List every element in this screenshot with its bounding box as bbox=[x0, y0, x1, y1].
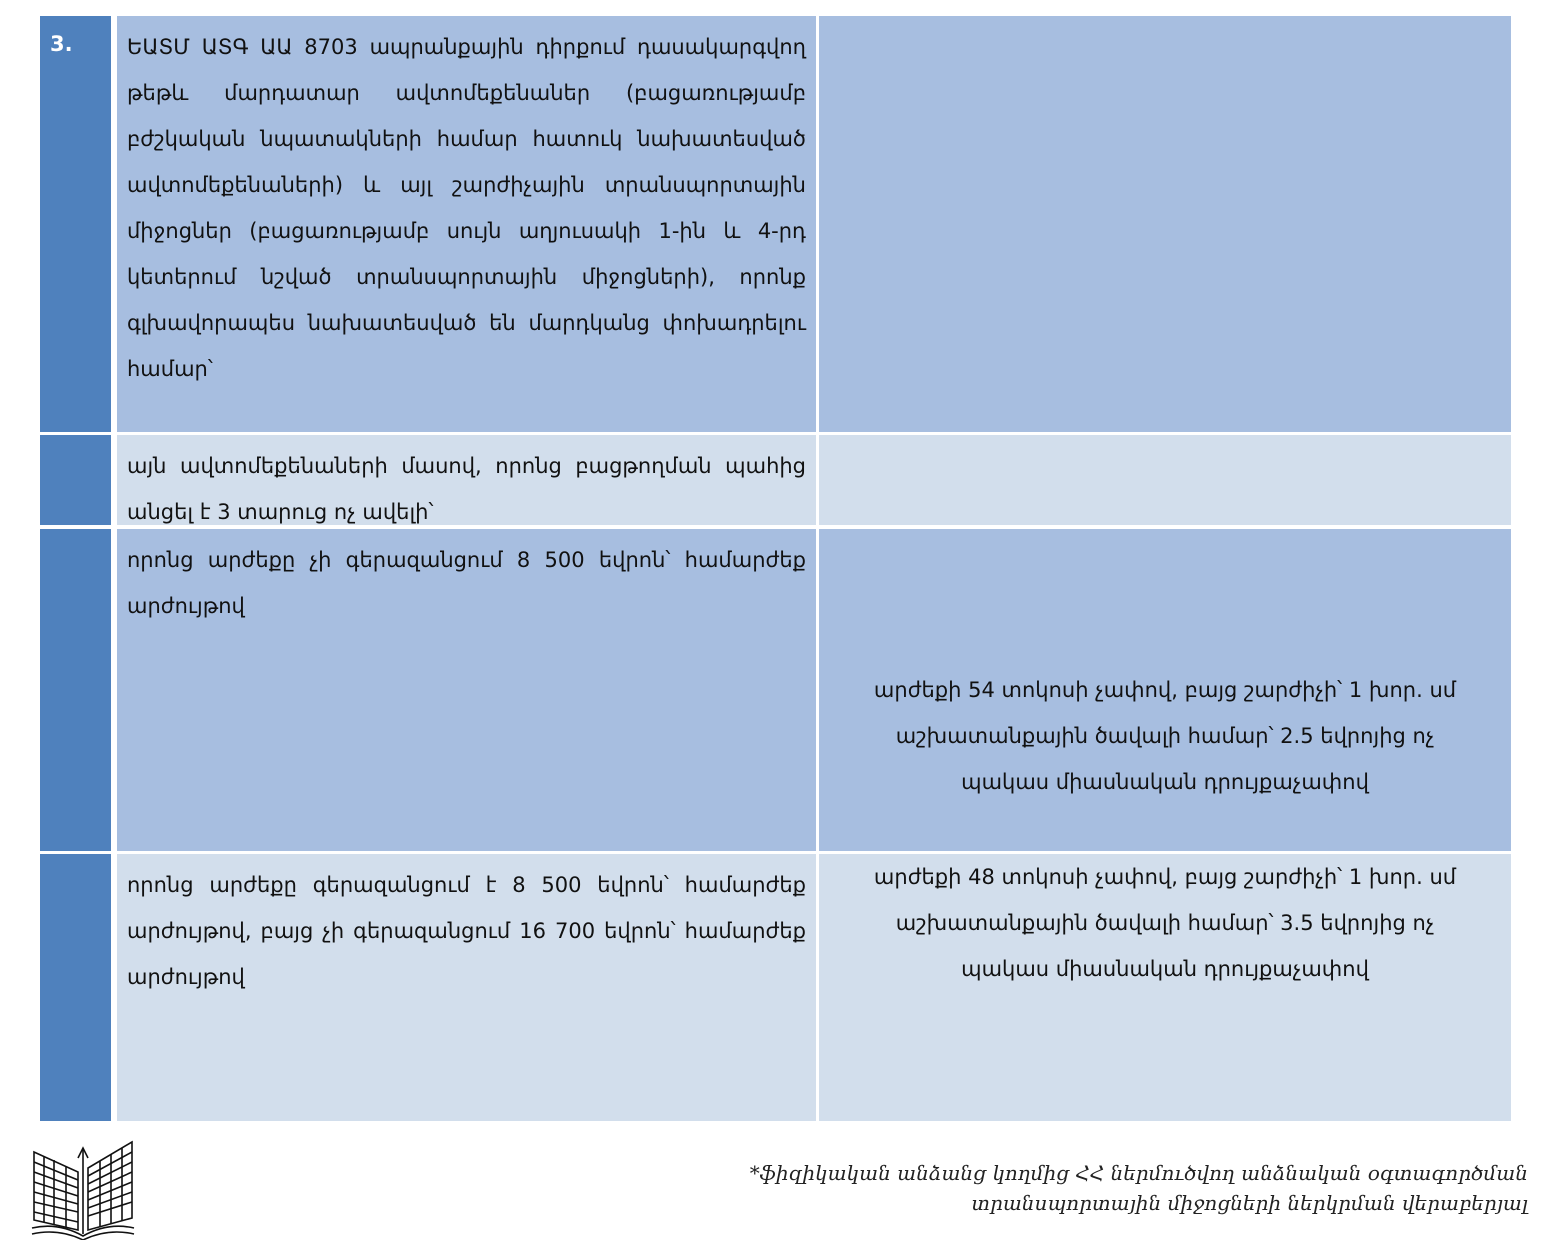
footnote bbox=[628, 1158, 1528, 1218]
row-description: որոնց արժեքը գերազանցում է 8 500 եվրոն՝ համարժեք արժույթով, բայց չի գերազանցում 16 700 եվրոն՝ համարժեք արժույթով bbox=[117, 854, 816, 1121]
row-number bbox=[40, 435, 111, 525]
table-row bbox=[40, 16, 1511, 432]
table-row bbox=[40, 435, 1511, 525]
row-description: ԵԱՏՄ ԱՏԳ ԱԱ 8703 ապրանքային դիրքում դասակարգվող թեթև մարդատար ավտոմեքենաներ (բացառությամբ բժշկական նպատակների համար հատուկ նախատեսված ավտոմեքենաների) և այլ շարժիչային տրանսպորտային միջոցներ (բացառությամբ սույն աղյուսակի 1-ին և 4-րդ կետերում նշված տրանսպորտային միջոցների), որոնք գլխավորապես նախատեսված են մարդկանց փոխադրելու համար՝ bbox=[117, 16, 816, 432]
row-rate: արժեքի 54 տոկոսի չափով, բայց շարժիչի՝ 1 խոր. սմ աշխատանքային ծավալի համար՝ 2.5 եվրոյից ոչ պակաս միասնական դրույքաչափով bbox=[819, 529, 1511, 851]
row-number bbox=[40, 854, 111, 1121]
table-row bbox=[40, 854, 1511, 1121]
footnote-line: *ֆիզիկական անձանց կողմից ՀՀ ներմուծվող անձնական օգտագործման bbox=[749, 1161, 1528, 1185]
footnote-line: տրանսպորտային միջոցների ներկրման վերաբերյալ bbox=[971, 1191, 1528, 1215]
row-description: այն ավտոմեքենաների մասով, որոնց բացթողման պահից անցել է 3 տարուց ոչ ավելի՝ bbox=[117, 435, 816, 525]
row-number: 3. bbox=[40, 16, 111, 432]
row-rate: արժեքի 48 տոկոսի չափով, բայց շարժիչի՝ 1 խոր. սմ աշխատանքային ծավալի համար՝ 3.5 եվրոյից ոչ պակաս միասնական դրույքաչափով bbox=[819, 854, 1511, 1121]
row-rate bbox=[819, 16, 1511, 432]
table-row bbox=[40, 529, 1511, 851]
row-rate bbox=[819, 435, 1511, 525]
row-number bbox=[40, 529, 111, 851]
row-description: որոնց արժեքը չի գերազանցում 8 500 եվրոն՝ համարժեք արժույթով bbox=[117, 529, 816, 851]
building-logo-icon bbox=[30, 1138, 136, 1240]
